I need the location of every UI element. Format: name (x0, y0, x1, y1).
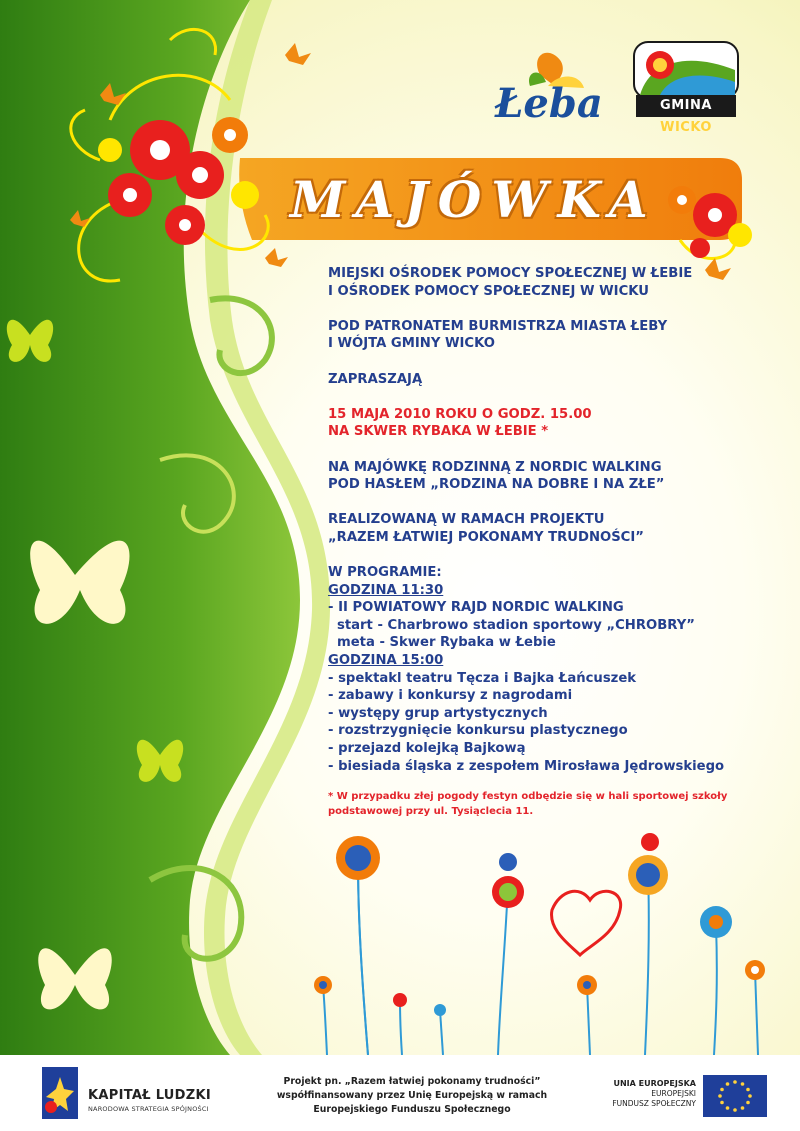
program-item: - przejazd kolejką Bajkową (328, 741, 526, 757)
program-item: - spektakl teatru Tęcza i Bajka Łańcuszek (328, 670, 637, 686)
event-line-1: NA MAJÓWKĘ RODZINNĄ Z NORDIC WALKING (328, 459, 662, 475)
patron-line-1: POD PATRONATEM BURMISTRZA MIASTA ŁEBY (328, 318, 668, 334)
program-item-1-start: start - Charbrowo stadion sportowy „CHROBRY” (337, 617, 695, 633)
hour-1: GODZINA 11:30 (328, 582, 444, 598)
meadow-blooms (314, 833, 765, 1016)
program-item-1-finish: meta - Skwer Rybaka w Łebie (337, 635, 556, 651)
poster-title: MAJÓWKA (290, 170, 658, 229)
weather-note (328, 789, 768, 819)
project-info (262, 1075, 562, 1117)
weather-note-line-2: podstawowej przy ul. Tysiąclecia 11. (328, 806, 534, 818)
eu-text (572, 1079, 696, 1109)
patron-line-2: I WÓJTA GMINY WICKO (328, 336, 495, 352)
project-info-line-2: współfinansowany przez Unię Europejską w ramach (276, 1090, 548, 1101)
program-item: - zabawy i konkursy z nagrodami (328, 688, 573, 704)
org-line-1: MIEJSKI OŚRODEK POMOCY SPOŁECZNEJ W ŁEBIE (328, 266, 693, 281)
gmina-wicko-logo-icon (634, 42, 738, 98)
program-title: W PROGRAMIE: (328, 565, 442, 581)
program-item: - rozstrzygnięcie konkursu plastycznego (328, 723, 628, 739)
org-line-2: I OŚRODEK POMOCY SPOŁECZNEJ W WICKU (328, 283, 649, 299)
project-line-2: „RAZEM ŁATWIEJ POKONAMY TRUDNOŚCI” (328, 529, 644, 545)
eu-title: UNIA EUROPEJSKA (613, 1079, 696, 1088)
kapital-ludzki-subtitle: NARODOWA STRATEGIA SPÓJNOŚCI (88, 1105, 209, 1113)
kapital-ludzki-title: KAPITAŁ LUDZKI (88, 1088, 211, 1103)
project-line-1: REALIZOWANĄ W RAMACH PROJEKTU (328, 512, 605, 528)
invite-line: ZAPRASZAJĄ (328, 371, 423, 387)
project-info-line-1: Projekt pn. „Razem łatwiej pokonamy trudności” (283, 1076, 541, 1087)
kapital-ludzki-logo-icon (42, 1067, 78, 1119)
poster-text (328, 265, 768, 819)
program-item: - biesiada śląska z zespołem Mirosława Jędrowskiego (328, 758, 725, 774)
wicko-word: WICKO (660, 120, 712, 135)
event-line-2: POD HASŁEM „RODZINA NA DOBRE I NA ZŁE” (328, 477, 665, 493)
gmina-word: GMINA (660, 98, 712, 113)
footer (0, 1055, 800, 1131)
gmina-wicko-logo (636, 95, 736, 135)
hour-2: GODZINA 15:00 (328, 653, 444, 669)
project-info-line-3: Europejskiego Funduszu Społecznego (313, 1104, 511, 1115)
weather-note-line-1: * W przypadku złej pogody festyn odbędzie się w hali sportowej szkoły (328, 791, 728, 803)
date-line: 15 MAJA 2010 ROKU O GODZ. 15.00 (328, 406, 592, 422)
program-item-1: - II POWIATOWY RAJD NORDIC WALKING (328, 600, 624, 616)
eu-fund-line-1: EUROPEJSKI (651, 1089, 696, 1098)
eu-flag-icon (703, 1075, 767, 1117)
program-item: - występy grup artystycznych (328, 705, 548, 721)
place-line: NA SKWER RYBAKA W ŁEBIE * (328, 424, 549, 440)
eu-fund-line-2: FUNDUSZ SPOŁECZNY (612, 1099, 696, 1108)
meadow-flowers (323, 860, 758, 1055)
leba-logo: Łeba (495, 80, 603, 127)
